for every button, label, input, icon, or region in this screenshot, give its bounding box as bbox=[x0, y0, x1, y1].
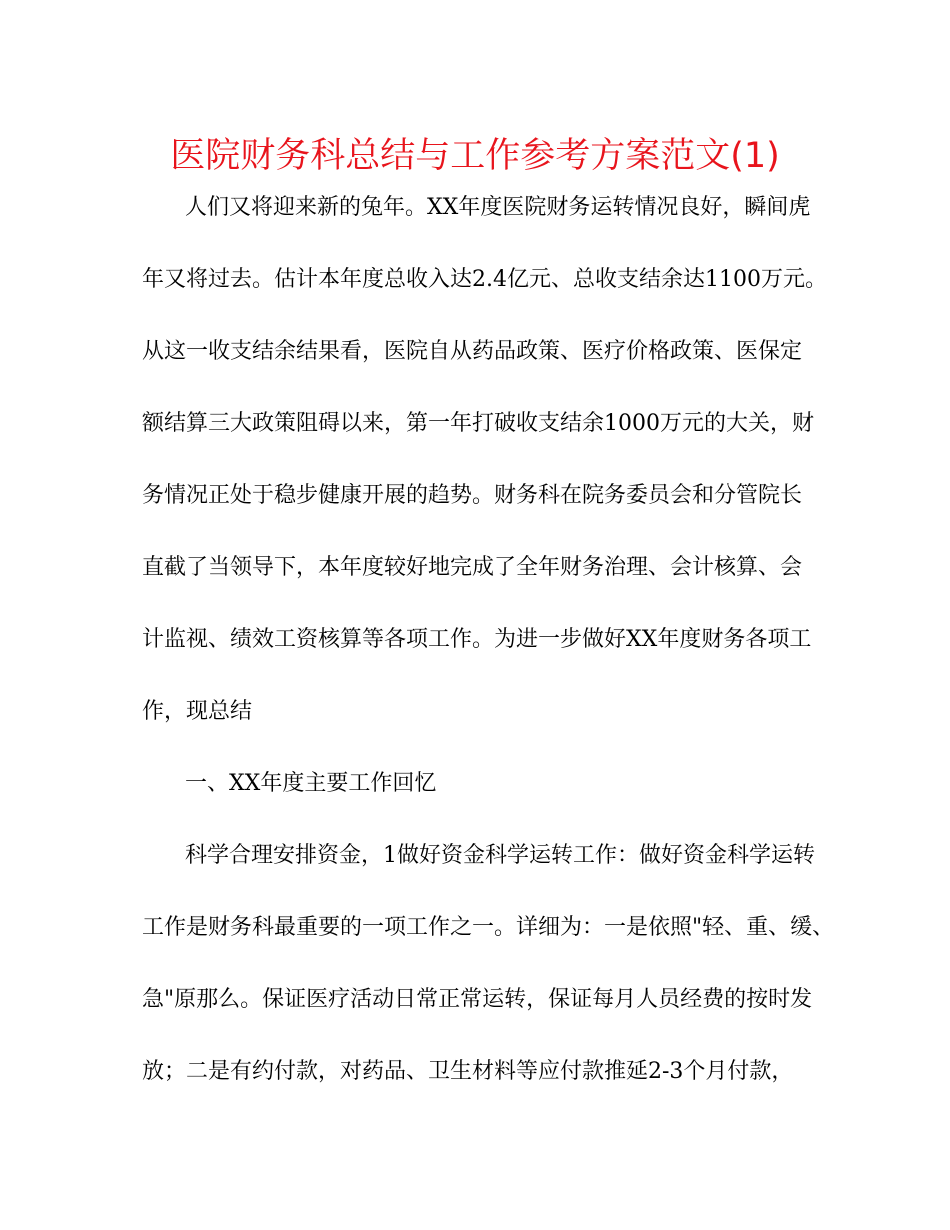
paragraph-line-7: 计监视、绩效工资核算等各项工作。为进一步做好XX年度财务各项工 bbox=[142, 627, 812, 652]
paragraph-line-12: 急"原那么。保证医疗活动日常正常运转，保证每月人员经费的按时发 bbox=[142, 987, 813, 1012]
paragraph-line-8: 作，现总结 bbox=[142, 699, 253, 724]
paragraph-line-11: 工作是财务科最重要的一项工作之一。详细为：一是依照"轻、重、缓、 bbox=[142, 915, 835, 940]
paragraph-line-13: 放；二是有约付款，对药品、卫生材料等应付款推延2-3个月付款， bbox=[142, 1059, 794, 1084]
paragraph-line-3: 从这一收支结余结果看，医院自从药品政策、医疗价格政策、医保定 bbox=[142, 339, 803, 364]
document-title: 医院财务科总结与工作参考方案范文(1) bbox=[170, 136, 780, 176]
paragraph-line-10: 科学合理安排资金，1做好资金科学运转工作：做好资金科学运转 bbox=[185, 843, 815, 868]
paragraph-line-1: 人们又将迎来新的兔年。XX年度医院财务运转情况良好，瞬间虎 bbox=[185, 195, 811, 220]
paragraph-line-5: 务情况正处于稳步健康开展的趋势。财务科在院务委员会和分管院长 bbox=[142, 483, 803, 508]
paragraph-line-6: 直截了当领导下，本年度较好地完成了全年财务治理、会计核算、会 bbox=[142, 555, 803, 580]
paragraph-line-4: 额结算三大政策阻碍以来，第一年打破收支结余1000万元的大关，财 bbox=[142, 411, 814, 436]
section-heading: 一、XX年度主要工作回忆 bbox=[185, 771, 437, 796]
paragraph-line-2: 年又将过去。估计本年度总收入达2.4亿元、总收支结余达1100万元。 bbox=[142, 267, 827, 292]
